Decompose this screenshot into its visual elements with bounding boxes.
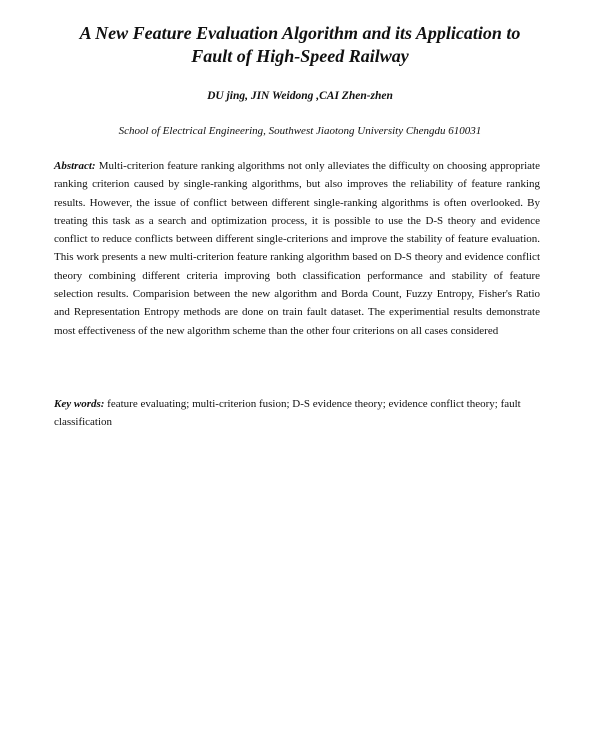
abstract-text: Multi-criterion feature ranking algorithms not only alleviates the difficulty on choosing appropriate ranking criterion caused by single-ranking algorithms, but also improves the reliability of feature ranking results. However, the issue of conflict between different single-ranking algorithms is often overlooked. By treating this task as a search and optimization process, it is possible to use the D-S theory and evidence conflict to reduce conflicts between different single-criterions and improve the stability of feature evaluation. This work presents a new multi-criterion feature ranking algorithm based on D-S theory and evidence conflict theory combining different criteria improving both classification performance and stability of feature selection results. Comparision between the new algorithm and Borda Count, Fuzzy Entropy, Fisher's Ratio and Representation Entropy methods are done on train fault dataset. The experimential results demonstrate most effectiveness of the new algorithm scheme than the other four criterions on all cases considered [54,160,540,337]
title-line-1: A New Feature Evaluation Algorithm and its Application to [79,23,521,43]
keywords-text: feature evaluating; multi-criterion fusion; D-S evidence theory; evidence conflict theory; fault classification [54,398,521,428]
paper-title [40,22,560,68]
abstract-label: Abstract: [54,160,99,172]
affiliation: School of Electrical Engineering, Southwest Jiaotong University Chengdu 610031 [118,125,482,137]
author-list: DU jing, JIN Weidong ,CAI Zhen-zhen [207,90,393,102]
keywords [54,395,544,431]
keywords-label: Key words: [54,398,108,410]
title-line-2: Fault of High-Speed Railway [191,46,409,66]
abstract [54,157,540,340]
